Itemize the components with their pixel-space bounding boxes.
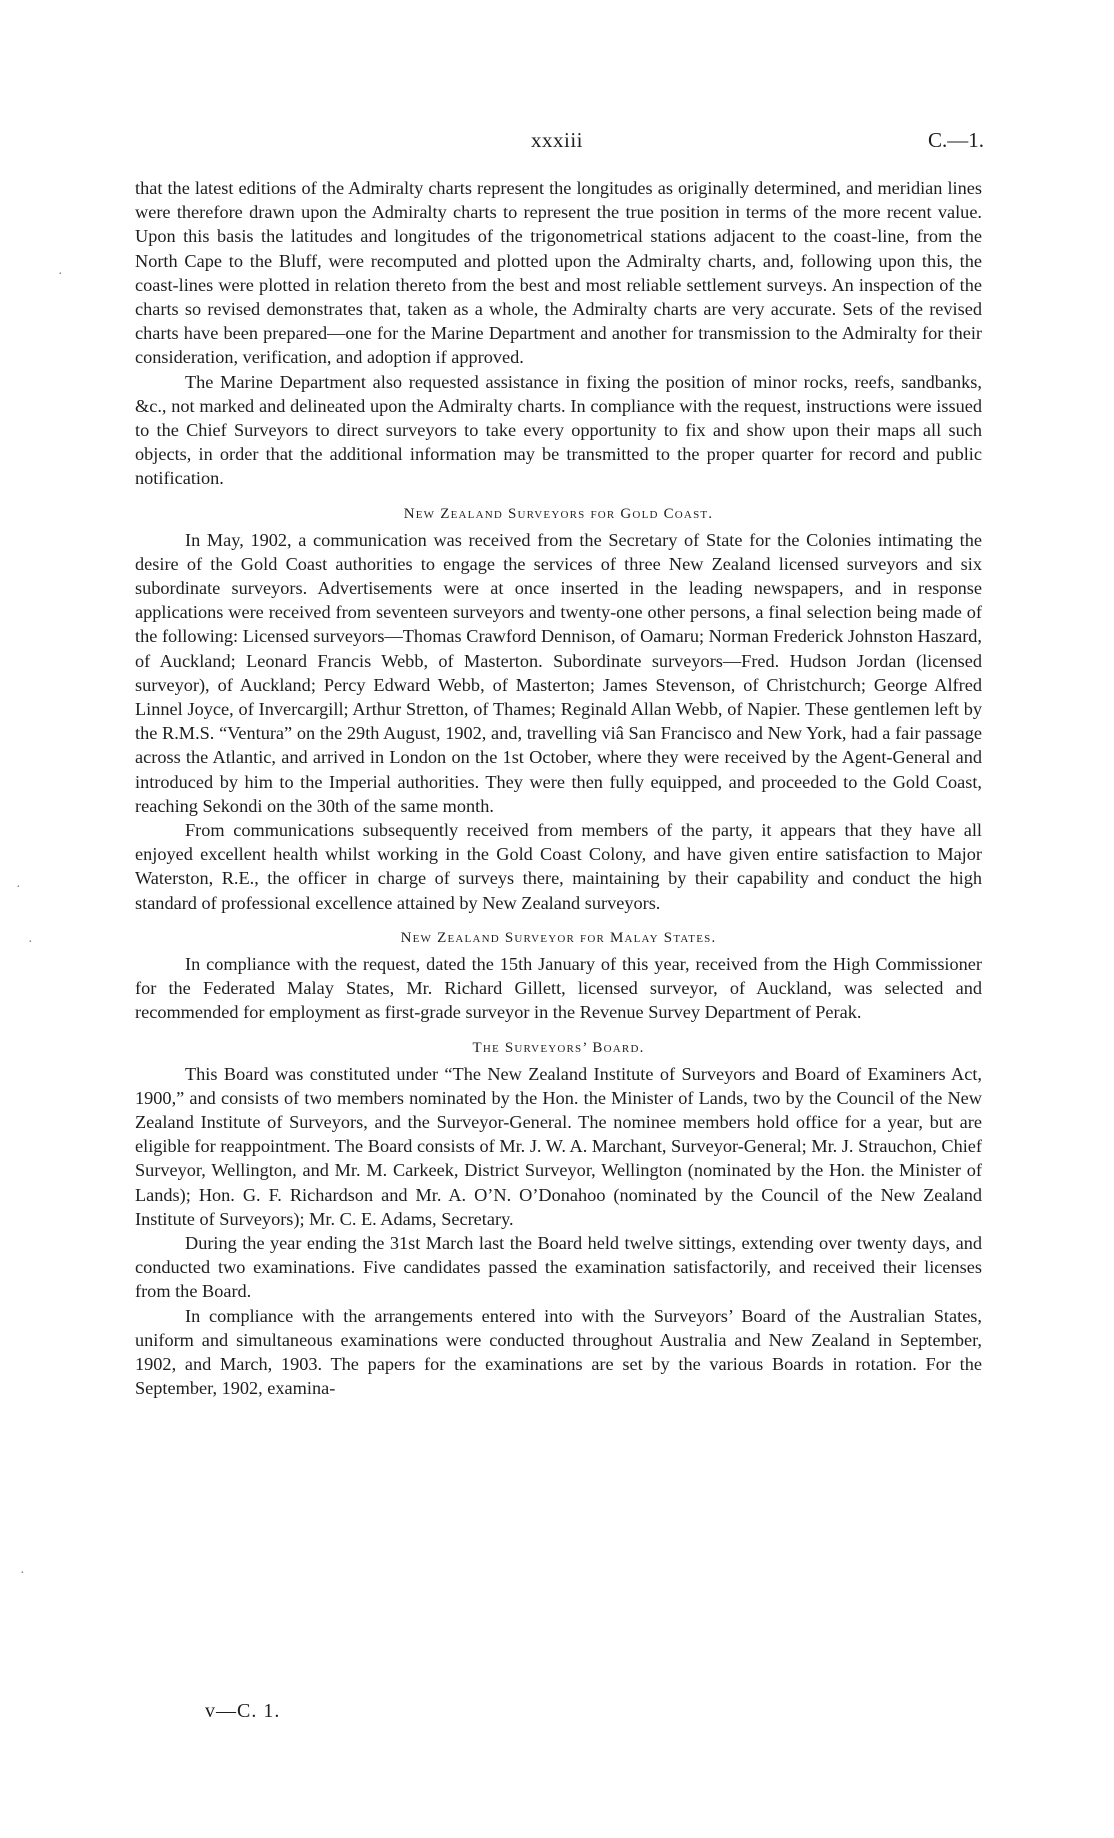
margin-speck: · bbox=[16, 880, 21, 895]
paragraph-gold-coast-2: From communications subsequently received from members of the party, it appears that they have all enjoyed excellent health whilst working in the Gold Coast Colony, and have given entire satisfaction to Major Waterston, R.E., the officer in charge of surveys there, maintaining by their capability and conduct the high standard of professional excellence attained by New Zealand surveyors. bbox=[135, 820, 982, 913]
section-heading-malay-states: New Zealand Surveyor for Malay States. bbox=[400, 929, 717, 946]
paragraph-gold-coast-1: In May, 1902, a communication was received from the Secretary of State for the Colonies intimating the desire of the Gold Coast authorities to engage the services of three New Zealand licensed surveyors and six subordinate surveyors. Advertisements were at once inserted in the leading newspapers, and in response applications were received from seventeen surveyors and twenty-one other persons, a final selection being made of the following: Licensed surveyors—Thomas Crawford Dennison, of Oamaru; Norman Frederick Johnston Haszard, of Auckland; Leonard Francis Webb, of Masterton. Subordinate surveyors—Fred. Hudson Jordan (licensed surveyor), of Auckland; Percy Edward Webb, of Masterton; James Stevenson, of Christchurch; George Alfred Linnel Joyce, of Invercargill; Arthur Stretton, of Thames; Reginald Allan Webb, of Napier. These gentlemen left by the R.M.S. “Ventura” on the 29th August, 1902, and, travelling viâ San Francisco and New York, had a fair passage across the Atlantic, and arrived in London on the 1st October, where they were received by the Agent-General and introduced by him to the Imperial authorities. They were then fully equipped, and proceeded to the Gold Coast, reaching Sekondi on the 30th of the same month. bbox=[135, 529, 982, 816]
body-text bbox=[135, 176, 982, 1400]
section-heading-gold-coast: New Zealand Surveyors for Gold Coast. bbox=[403, 505, 714, 522]
paragraph-board-constitution: This Board was constituted under “The New Zealand Institute of Surveyors and Board of Examiners Act, 1900,” and consists of two members nominated by the Hon. the Minister of Lands, two by the Council of the New Zealand Institute of Surveyors, and the Surveyor-General. The nominee members hold office for a year, but are eligible for reappointment. The Board consists of Mr. J. W. A. Marchant, Surveyor-General; Mr. J. Strauchon, Chief Surveyor, Wellington, and Mr. M. Carkeek, District Surveyor, Wellington (nominated by the Hon. the Minister of Lands); Hon. G. F. Richardson and Mr. A. O’N. O’Donahoo (nominated by the Council of the New Zealand Institute of Surveyors); Mr. C. E. Adams, Secretary. bbox=[135, 1063, 982, 1229]
section-heading-surveyors-board: The Surveyors’ Board. bbox=[472, 1039, 645, 1056]
paragraph-board-sittings: During the year ending the 31st March last the Board held twelve sittings, extending over twenty days, and conducted two examinations. Five candidates passed the examination satisfactorily, and received their licenses from the Board. bbox=[135, 1232, 982, 1302]
page-number: xxxiii bbox=[530, 128, 583, 152]
paragraph-board-examinations: In compliance with the arrangements entered into with the Surveyors’ Board of the Australian States, uniform and simultaneous examinations were conducted throughout Australia and New Zealand in September, 1902, and March, 1903. The papers for the examinations are set by the various Boards in rotation. For the September, 1902, examina- bbox=[135, 1305, 982, 1399]
paragraph-admiralty-charts: that the latest editions of the Admiralty charts represent the longitudes as originally determined, and meridian lines were therefore drawn upon the Admiralty charts to represent the true position in terms of the more recent value. Upon this basis the latitudes and longitudes of the trigonometrical stations adjacent to the coast-line, from the North Cape to the Bluff, were recomputed and plotted upon the Admiralty charts, and, following upon this, the coast-lines were plotted in relation thereto from the best and most reliable settlement surveys. An inspection of the charts so revised demonstrates that, taken as a whole, the Admiralty charts are very accurate. Sets of the revised charts have been prepared—one for the Marine Department and another for transmission to the Admiralty for their consideration, verification, and adoption if approved. bbox=[135, 178, 982, 368]
paragraph-malay-states: In compliance with the request, dated the 15th January of this year, received from the High Commissioner for the Federated Malay States, Mr. Richard Gillett, licensed surveyor, of Auckland, was selected and recommended for employment as first-grade surveyor in the Revenue Survey Department of Perak. bbox=[135, 953, 982, 1023]
paragraph-marine-department: The Marine Department also requested assistance in fixing the position of minor rocks, reefs, sandbanks, &c., not marked and delineated upon the Admiralty charts. In compliance with the request, instructions were issued to the Chief Surveyors to direct surveyors to take every opportunity to fix and show upon their maps all such objects, in order that the additional information may be transmitted to the proper quarter for record and public notification. bbox=[135, 371, 982, 489]
document-reference: C.—1. bbox=[927, 128, 984, 152]
margin-speck: · bbox=[28, 935, 33, 950]
margin-speck: · bbox=[58, 267, 63, 282]
signature-mark: v—C. 1. bbox=[205, 1700, 281, 1722]
margin-speck: · bbox=[20, 1566, 25, 1581]
